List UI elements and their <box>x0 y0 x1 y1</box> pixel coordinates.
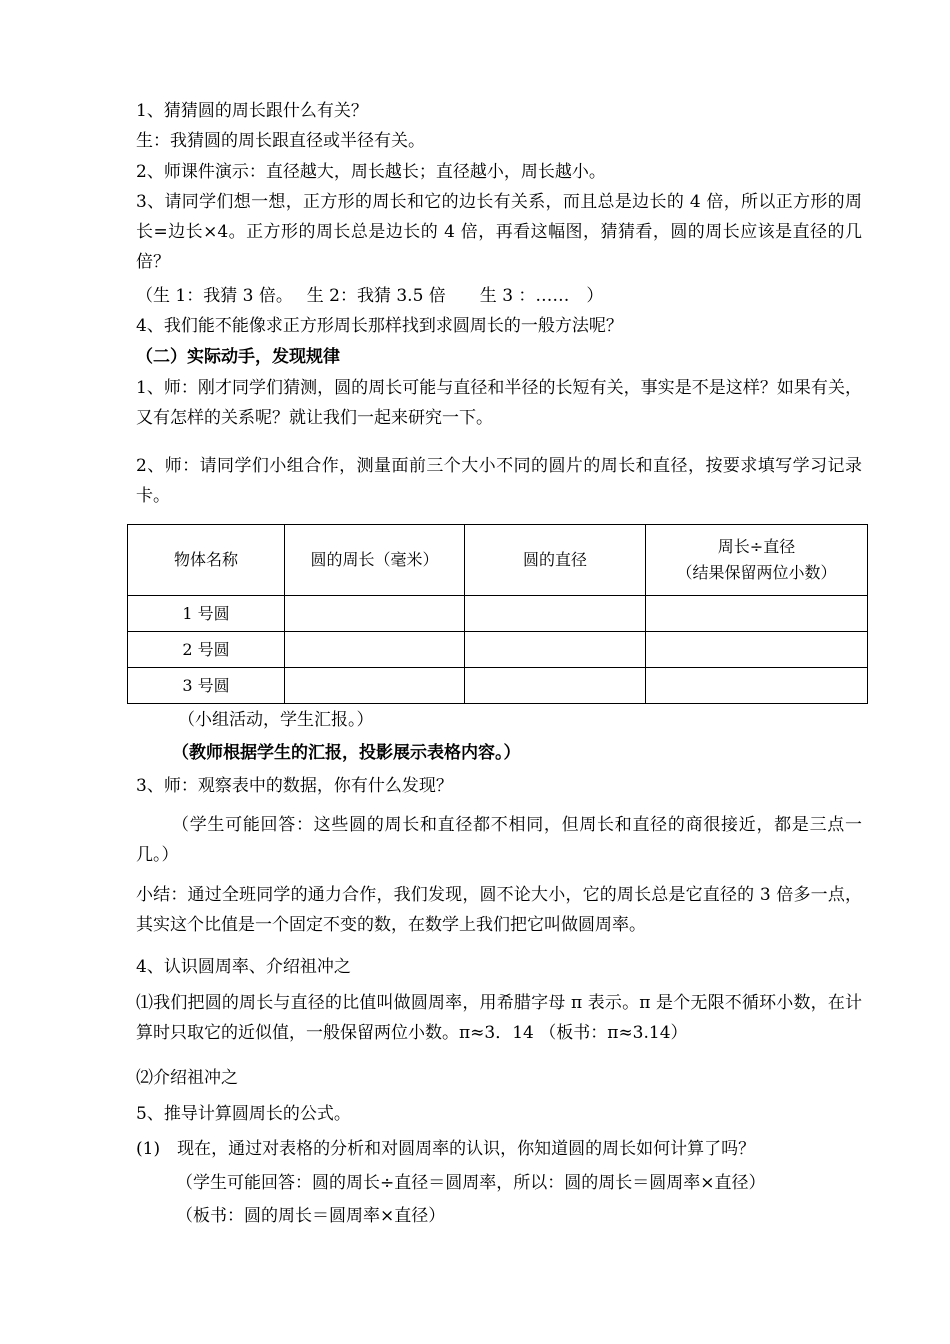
paragraph-courseware-demo: 2、师课件演示：直径越大，周长越长；直径越小，周长越小。 <box>136 162 606 182</box>
paragraph-student-answers: （生 1：我猜 3 倍。 生 2：我猜 3.5 倍 生 3 ：…… ） <box>136 286 604 306</box>
paragraph-teacher-guess: 1、师：刚才同学们猜测，圆的周长可能与直径和半径的长短有关，事实是不是这样？如果有关，又有怎样的关系呢？就让我们一起来研究一下。 <box>136 378 862 428</box>
paragraph-zu-chongzhi: ⑵介绍祖冲之 <box>136 1068 238 1088</box>
paragraph-guess-question: 1、猜猜圆的周长跟什么有关？ <box>136 101 368 121</box>
header-ratio <box>646 525 868 596</box>
table-header-row <box>128 525 868 596</box>
paragraph-general-method: 4、我们能不能像求正方形周长那样找到求圆周长的一般方法呢？ <box>136 316 623 336</box>
paragraph-observe-data: 3、师：观察表中的数据，你有什么发现？ <box>136 776 453 796</box>
paragraph-group-measure: 2、师：请同学们小组合作，测量面前三个大小不同的圆片的周长和直径，按要求填写学习记录卡。 <box>136 456 862 506</box>
header-ratio-label: 周长÷直径 <box>717 537 796 556</box>
table-cell <box>285 668 465 704</box>
paragraph-pi-intro: 4、认识圆周率、介绍祖冲之 <box>136 957 351 977</box>
record-card-table <box>127 524 868 704</box>
row-label: 1 号圆 <box>128 596 285 632</box>
header-circumference: 圆的周长（毫米） <box>285 525 465 596</box>
paragraph-student-guess: 生：我猜圆的周长跟直径或半径有关。 <box>136 131 425 151</box>
paragraph-teacher-display: （教师根据学生的汇报，投影展示表格内容。） <box>172 743 521 763</box>
paragraph-formula-answer: （学生可能回答：圆的周长÷直径＝圆周率，所以：圆的周长＝圆周率×直径） <box>176 1173 766 1193</box>
paragraph-possible-answer: （学生可能回答：这些圆的周长和直径都不相同，但周长和直径的商很接近，都是三点一几。） <box>136 815 862 865</box>
header-ratio-note: （结果保留两位小数） <box>676 563 837 582</box>
paragraph-square-perimeter: 3、请同学们想一想，正方形的周长和它的边长有关系，而且总是边长的 4 倍，所以正方形的周长=边长×4。正方形的周长总是边长的 4 倍，再看这幅图，猜猜看，圆的周长应该是直径的几倍？ <box>136 192 862 272</box>
table-row <box>128 668 868 704</box>
row-label: 2 号圆 <box>128 632 285 668</box>
table-cell <box>646 668 868 704</box>
header-diameter: 圆的直径 <box>465 525 646 596</box>
paragraph-board-formula: （板书：圆的周长＝圆周率×直径） <box>176 1206 446 1226</box>
paragraph-question-calc: (1) 现在，通过对表格的分析和对圆周率的认识，你知道圆的周长如何计算了吗？ <box>136 1139 756 1159</box>
paragraph-pi-definition: ⑴我们把圆的周长与直径的比值叫做圆周率，用希腊字母 π 表示。π 是个无限不循环小数，在计算时只取它的近似值，一般保留两位小数。π≈3．14 （板书：π≈3.14） <box>136 993 862 1043</box>
table-cell <box>465 632 646 668</box>
table-cell <box>465 668 646 704</box>
paragraph-formula-derive: 5、推导计算圆周长的公式。 <box>136 1104 351 1124</box>
paragraph-group-activity: （小组活动，学生汇报。） <box>178 710 374 730</box>
row-label: 3 号圆 <box>128 668 285 704</box>
table-cell <box>646 632 868 668</box>
table-cell <box>465 596 646 632</box>
header-object-name: 物体名称 <box>128 525 285 596</box>
paragraph-summary: 小结：通过全班同学的通力合作，我们发现，圆不论大小，它的周长总是它直径的 3 倍多一点，其实这个比值是一个固定不变的数，在数学上我们把它叫做圆周率。 <box>136 885 862 935</box>
table-row <box>128 596 868 632</box>
table-row <box>128 632 868 668</box>
table-cell <box>646 596 868 632</box>
table-cell <box>285 596 465 632</box>
section-heading-hands-on: （二）实际动手，发现规律 <box>136 347 340 367</box>
table-cell <box>285 632 465 668</box>
